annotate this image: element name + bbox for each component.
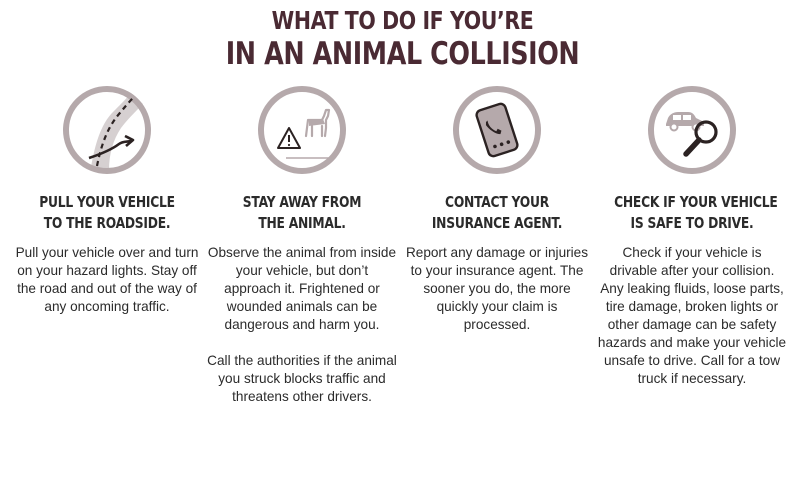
step-body: Check if your vehicle is drivable after your collision. Any leaking fluids, loose parts, tire damage, broken lights or other damage can be safety hazards and make your vehicle unsafe to drive. Call for a tow truck if necessary. bbox=[597, 245, 787, 386]
title-line-1: WHAT TO DO IF YOU’RE bbox=[271, 6, 534, 35]
step-heading: CHECK IF YOUR VEHICLE IS SAFE TO DRIVE. bbox=[614, 193, 778, 232]
step-contact-agent bbox=[402, 84, 592, 334]
title-line-2: IN AN ANIMAL COLLISION bbox=[225, 36, 580, 72]
deer-warning-icon bbox=[256, 84, 348, 176]
step-heading: PULL YOUR VEHICLE TO THE ROADSIDE. bbox=[39, 193, 175, 232]
car-magnifier-icon bbox=[646, 84, 738, 176]
road-arrow-icon bbox=[61, 84, 153, 176]
step-check-vehicle bbox=[597, 84, 787, 388]
step-body: Report any damage or injuries to your insurance agent. The sooner you do, the more quickly your claim is processed. bbox=[405, 245, 589, 332]
step-pull-over bbox=[12, 84, 202, 316]
step-body: Pull your vehicle over and turn on your hazard lights. Stay off the road and out of the way of any oncoming traffic. bbox=[15, 245, 199, 314]
step-body: Observe the animal from inside your vehicle, but don’t approach it. Frightened or wounded animals can be dangerous and harm you. Call the authorities if the animal you struck blocks traffic and threatens other drivers. bbox=[207, 245, 397, 404]
step-stay-away bbox=[207, 84, 397, 406]
phone-icon bbox=[451, 84, 543, 176]
step-heading: CONTACT YOUR INSURANCE AGENT. bbox=[431, 193, 563, 232]
step-heading: STAY AWAY FROM THE ANIMAL. bbox=[242, 193, 362, 232]
page-title bbox=[72, 6, 732, 72]
